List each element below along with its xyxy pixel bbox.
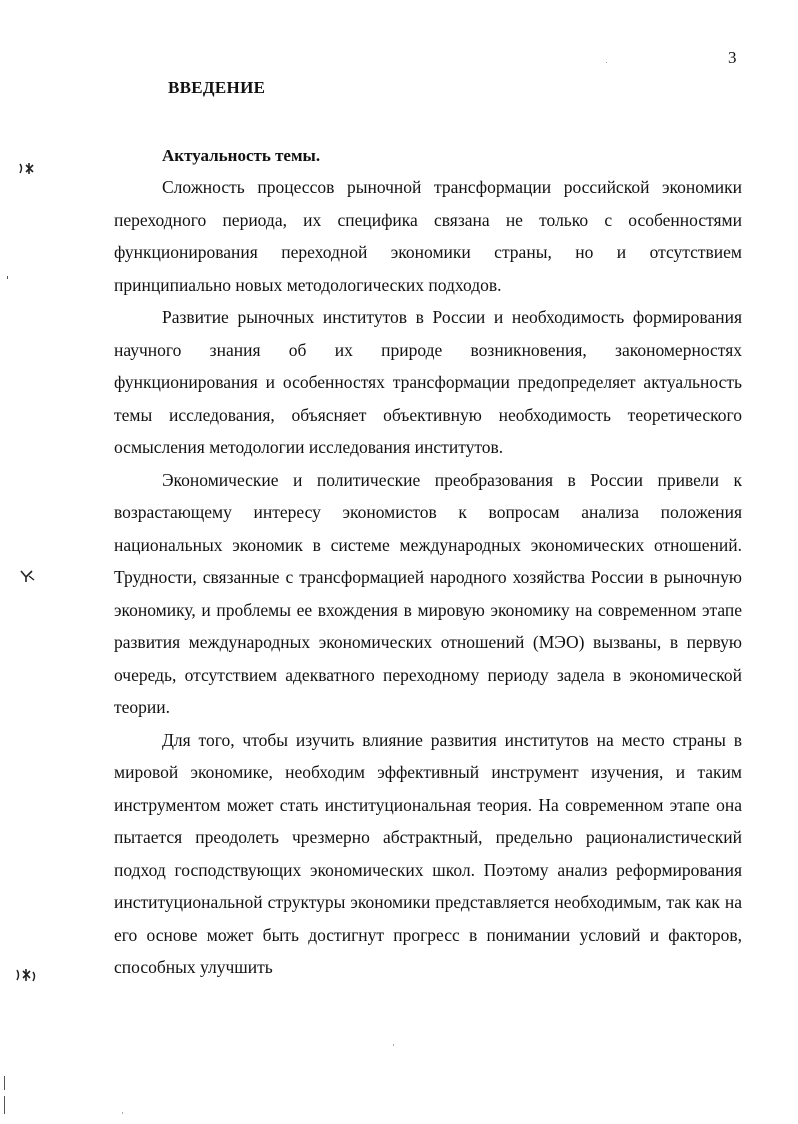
- binder-hole-mark-icon: [18, 160, 38, 176]
- scan-speck: [7, 276, 8, 279]
- paragraph-4: Для того, чтобы изучить влияние развития институтов на место страны в мировой экономике, необходим эффективный инструмент изучения, и таким инструментом может стать институциональная теория. На современном этапе она пытается преодолеть чрезмерно абстрактный, предельно рационалистический подход господствующих экономических школ. Поэтому анализ реформирования институциональной структуры экономики представляется необходимым, так как на его основе может быть достигнут прогресс в понимании условий и факторов, способных улучшить: [114, 729, 742, 977]
- binder-hole-mark-icon: [14, 966, 38, 984]
- binder-hole-mark-icon: [18, 567, 38, 583]
- scan-speck: [4, 1076, 5, 1090]
- paragraph-3: Экономические и политические преобразования в России привели к возрастающему интересу экономистов к вопросам анализа положения национальных экономик в системе международных экономических отношений. Трудности, связанные с трансформацией народного хозяйства России в рыночную экономику, и проблемы ее вхождения в мировую экономику на современном этапе развития международных экономических отношений (МЭО) вызваны, в первую очередь, отсутствием адекватного переходному периоду задела в экономической теории.: [114, 469, 742, 717]
- scan-speck: [122, 1112, 123, 1114]
- document-body: [114, 171, 742, 984]
- page-number: 3: [728, 48, 737, 67]
- page-title: ВВЕДЕНИЕ: [168, 78, 266, 97]
- scan-speck: [4, 1096, 5, 1114]
- scan-speck: [393, 1044, 394, 1046]
- section-subheading: Актуальность темы.: [162, 146, 321, 165]
- paragraph-2: Развитие рыночных институтов в России и необходимость формирования научного знания об их природе возникновения, закономерностях функционирования и особенностях трансформации предопределяет актуальность темы исследования, объясняет объективную необходимость теоретического осмысления методологии исследования институтов.: [114, 307, 742, 457]
- paragraph-1: Сложность процессов рыночной трансформации российской экономики переходного периода, их специфика связана не только с особенностями функционирования переходной экономики страны, но и отсутствием принципиально новых методологических подходов.: [114, 177, 742, 295]
- scan-speck: [606, 62, 607, 63]
